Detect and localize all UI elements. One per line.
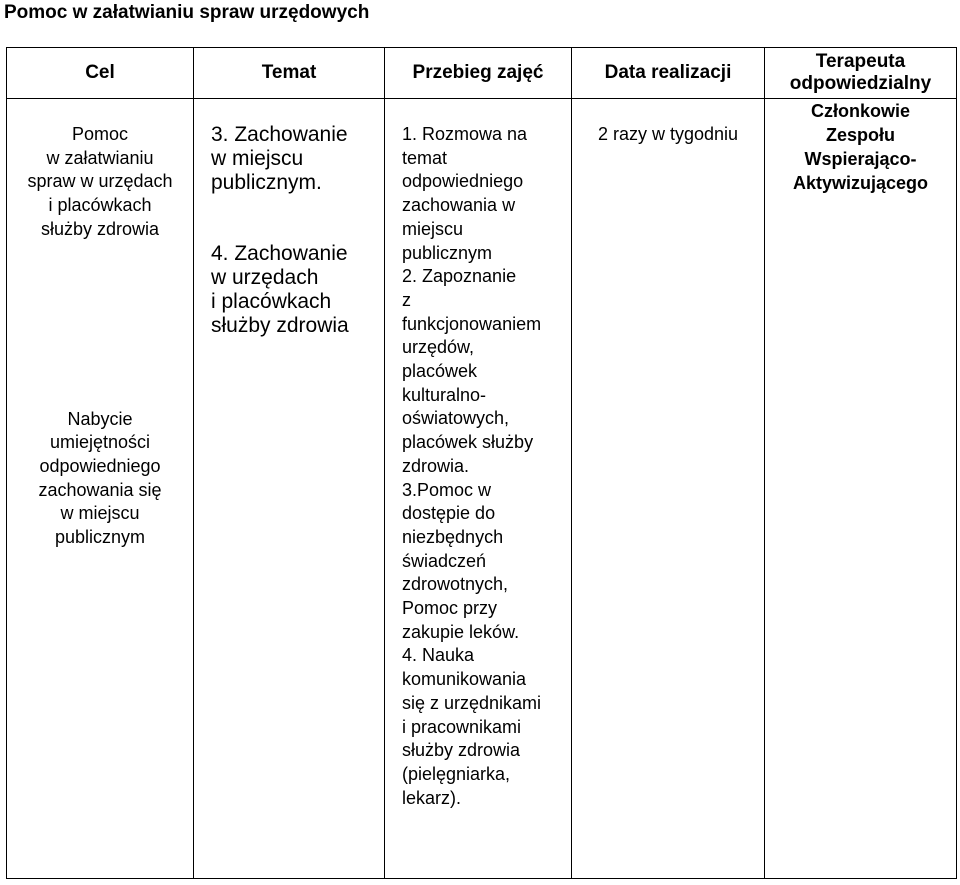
page-title: Pomoc w załatwianiu spraw urzędowych xyxy=(4,2,370,23)
temat-cell xyxy=(194,99,385,879)
activity-plan-table xyxy=(6,47,957,879)
cel-goal-1: Pomoc w załatwianiu spraw w urzędach i placówkach służby zdrowia xyxy=(27,124,173,239)
temat-topic-3: 3. Zachowanie w miejscu publicznym. xyxy=(211,123,348,194)
cel-cell xyxy=(7,99,194,879)
table-header-row xyxy=(7,48,957,99)
header-cel: Cel xyxy=(7,48,194,99)
data-realizacji-cell xyxy=(572,99,765,879)
terapeuta-cell xyxy=(765,99,957,879)
header-przebieg: Przebieg zajęć xyxy=(385,48,572,99)
data-realizacji-text: 2 razy w tygodniu xyxy=(597,124,739,144)
header-data-realizacji: Data realizacji xyxy=(572,48,765,99)
cel-goal-2: Nabycie umiejętności odpowiedniego zachowania się w miejscu publicznym xyxy=(38,408,162,548)
temat-topic-4: 4. Zachowanie w urzędach i placówkach służby zdrowia xyxy=(211,242,349,337)
header-temat: Temat xyxy=(194,48,385,99)
przebieg-cell xyxy=(385,99,572,879)
header-terapeuta: Terapeuta odpowiedzialny xyxy=(765,48,957,99)
table-row xyxy=(7,99,957,879)
terapeuta-text: Członkowie Zespołu Wspierająco- Aktywizującego xyxy=(792,101,929,193)
przebieg-text: 1. Rozmowa na temat odpowiedniego zachowania w miejscu publicznym 2. Zapoznanie z funkcjonowaniem urzędów, placówek kulturalno- oświatowych, placówek służby zdrowia. 3.Pomoc w dostępie do niezbędnych świadczeń zdrowotnych, Pomoc przy zakupie leków. 4. Nauka komunikowania się z urzędnikami i pracownikami służby zdrowia (pielęgniarka, lekarz). xyxy=(402,124,542,808)
